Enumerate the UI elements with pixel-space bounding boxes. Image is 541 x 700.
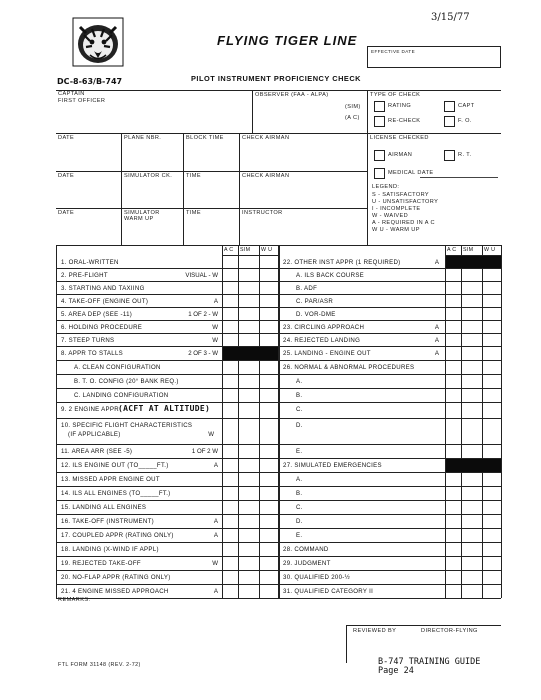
col-header-wu: W U [484, 247, 496, 253]
grade-cell[interactable] [260, 487, 277, 499]
grade-cell[interactable] [446, 473, 460, 485]
grade-cell[interactable] [446, 269, 460, 280]
grade-cell[interactable] [260, 334, 277, 345]
grade-cell[interactable] [483, 557, 500, 569]
grade-cell[interactable] [260, 557, 277, 569]
item-code: 2 OF 3 - W [188, 350, 218, 357]
left-item-label: 6. HOLDING PROCEDURE [61, 324, 143, 331]
grade-cell[interactable] [462, 543, 481, 555]
grade-cell[interactable] [223, 473, 237, 485]
grade-cell[interactable] [223, 571, 237, 583]
grade-cell[interactable] [462, 515, 481, 527]
grade-cell[interactable] [446, 334, 460, 345]
grade-cell[interactable] [260, 375, 277, 387]
grade-cell[interactable] [483, 375, 500, 387]
grade-cell[interactable] [462, 529, 481, 541]
grade-cell[interactable] [223, 295, 237, 306]
airline-title: FLYING TIGER LINE [217, 33, 358, 48]
item-code: A [213, 462, 218, 469]
legend-title: LEGEND: [372, 184, 400, 190]
grade-cell[interactable] [260, 515, 277, 527]
grade-cell[interactable] [446, 321, 460, 332]
grade-cell[interactable] [223, 501, 237, 513]
item-code: VISUAL - W [185, 272, 218, 279]
grade-cell[interactable] [239, 361, 258, 373]
grade-cell[interactable] [462, 445, 481, 457]
date-label-3: DATE [58, 210, 75, 216]
director-flying-label: DIRECTOR-FLYING [421, 628, 478, 634]
item9-handwritten-note: (ACFT AT ALTITUDE) [118, 404, 211, 413]
grade-cell[interactable] [223, 543, 237, 555]
item-code: 1 OF 2 - W [188, 311, 218, 318]
grade-cell[interactable] [223, 269, 237, 280]
right-item-label: D. VOR-DME [296, 311, 336, 318]
grade-cell[interactable] [483, 308, 500, 319]
left-item-label: 5. AREA DEP (SEE -11) [61, 311, 133, 318]
legend-item: S - SATISFACTORY [372, 192, 430, 198]
aircraft-type: DC-8-63/B-747 [57, 77, 123, 86]
item10-line2: (IF APPLICABLE) [68, 431, 121, 438]
right-item-label: C. [296, 504, 303, 511]
check-airman-label-2: CHECK AIRMAN [242, 173, 290, 179]
left-item-label: B. T. O. CONFIG (20° BANK REQ.) [74, 378, 179, 385]
grade-cell[interactable] [462, 571, 481, 583]
grade-cell[interactable] [260, 282, 277, 293]
grade-cell[interactable] [462, 361, 481, 373]
captain-label: CAPTAIN [58, 91, 85, 97]
license-checked-label: LICENSE CHECKED [370, 135, 429, 141]
left-item-label: 20. NO-FLAP APPR (RATING ONLY) [61, 574, 171, 581]
grade-cell[interactable] [223, 282, 237, 293]
grade-cell[interactable] [260, 459, 277, 471]
left-item-label: 1. ORAL-WRITTEN [61, 259, 119, 266]
grade-cell[interactable] [260, 501, 277, 513]
grade-cell[interactable] [223, 375, 237, 387]
grade-cell[interactable] [223, 389, 237, 401]
right-item-label: 29. JUDGMENT [283, 560, 331, 567]
col-header-wu: W U [261, 247, 273, 253]
grade-cell[interactable] [483, 282, 500, 293]
item-code: W [212, 337, 218, 344]
grade-cell[interactable] [446, 295, 460, 306]
col-header-sim: SIM [240, 247, 251, 253]
grade-cell[interactable] [223, 403, 237, 417]
observer-ac-label: (A C) [345, 115, 360, 121]
remarks-field[interactable] [95, 596, 495, 626]
form-title: PILOT INSTRUMENT PROFICIENCY CHECK [191, 74, 362, 83]
grade-cell[interactable] [483, 295, 500, 306]
item-code: A [434, 337, 439, 344]
grade-cell[interactable] [260, 389, 277, 401]
left-item-label: 9. 2 ENGINE APPR [61, 406, 119, 413]
grade-cell[interactable] [223, 557, 237, 569]
grade-cell[interactable] [483, 445, 500, 457]
blocked-cell [446, 459, 501, 472]
grade-cell[interactable] [239, 473, 258, 485]
left-item-label: 21. 4 ENGINE MISSED APPROACH [61, 588, 169, 595]
grade-cell[interactable] [223, 459, 237, 471]
grade-cell[interactable] [446, 557, 460, 569]
right-item-label: E. [296, 532, 303, 539]
grade-cell[interactable] [260, 295, 277, 306]
observer-sim-label: (SIM) [345, 104, 361, 110]
fo-label: F. O. [458, 118, 472, 124]
blocked-cell [223, 347, 278, 360]
item-code: W [212, 324, 218, 331]
item-code: A [434, 259, 439, 266]
grade-cell[interactable] [239, 515, 258, 527]
block-time-label: BLOCK TIME [186, 135, 224, 141]
item-code: A [434, 324, 439, 331]
grade-cell[interactable] [446, 282, 460, 293]
simulator-warmup-label: SIMULATOR [124, 210, 160, 216]
grade-cell[interactable] [483, 419, 500, 443]
grade-cell[interactable] [462, 347, 481, 359]
item-code: W [208, 431, 214, 438]
grade-cell[interactable] [223, 334, 237, 345]
grade-cell[interactable] [239, 403, 258, 417]
grade-cell[interactable] [446, 501, 460, 513]
grade-cell[interactable] [462, 501, 481, 513]
grade-cell[interactable] [446, 543, 460, 555]
grade-cell[interactable] [462, 557, 481, 569]
right-item-label: D. [296, 422, 303, 429]
grade-cell[interactable] [239, 334, 258, 345]
grade-cell[interactable] [260, 256, 277, 267]
grade-cell[interactable] [239, 501, 258, 513]
grade-cell[interactable] [260, 571, 277, 583]
first-officer-label: FIRST OFFICER [58, 98, 106, 104]
grade-cell[interactable] [239, 543, 258, 555]
grade-cell[interactable] [260, 543, 277, 555]
item-code: A [434, 350, 439, 357]
grade-cell[interactable] [483, 361, 500, 373]
training-guide-label: B-747 TRAINING GUIDE [378, 657, 481, 667]
grade-cell[interactable] [223, 529, 237, 541]
grade-cell[interactable] [239, 321, 258, 332]
date-label-1: DATE [58, 135, 75, 141]
instructor-label: INSTRUCTOR [242, 210, 283, 216]
left-item-label: 4. TAKE-OFF (ENGINE OUT) [61, 298, 149, 305]
right-item-label: A. ILS BACK COURSE [296, 272, 365, 279]
grade-cell[interactable] [462, 269, 481, 280]
grade-cell[interactable] [462, 403, 481, 417]
grade-cell[interactable] [260, 445, 277, 457]
right-item-label: 23. CIRCLING APPROACH [283, 324, 365, 331]
left-item-label: A. CLEAN CONFIGURATION [74, 364, 161, 371]
grade-cell[interactable] [462, 473, 481, 485]
grade-cell[interactable] [223, 487, 237, 499]
form-number: FTL FORM 31148 (REV. 2-72) [58, 662, 141, 668]
grade-cell[interactable] [483, 321, 500, 332]
grade-cell[interactable] [483, 269, 500, 280]
right-item-label: 22. OTHER INST APPR (1 REQUIRED) [283, 259, 401, 266]
blocked-cell [446, 256, 501, 268]
grade-cell[interactable] [446, 571, 460, 583]
time-label-1: TIME [186, 173, 201, 179]
grade-cell[interactable] [446, 487, 460, 499]
grade-cell[interactable] [260, 321, 277, 332]
reviewed-by-label: REVIEWED BY [353, 628, 397, 634]
grade-cell[interactable] [483, 334, 500, 345]
grade-cell[interactable] [446, 308, 460, 319]
medical-date-label: MEDICAL DATE [388, 170, 434, 176]
grade-cell[interactable] [239, 571, 258, 583]
legend-item: I - INCOMPLETE [372, 206, 421, 212]
right-item-label: B. ADF [296, 285, 318, 292]
grade-cell[interactable] [446, 389, 460, 401]
left-item-label: 19. REJECTED TAKE-OFF [61, 560, 141, 567]
type-of-check-label: TYPE OF CHECK [370, 92, 421, 98]
grade-cell[interactable] [239, 557, 258, 569]
recheck-label: RE-CHECK [388, 118, 421, 124]
check-airman-label-1: CHECK AIRMAN [242, 135, 290, 141]
grade-cell[interactable] [239, 419, 258, 443]
grade-cell[interactable] [483, 473, 500, 485]
grade-cell[interactable] [483, 501, 500, 513]
grade-cell[interactable] [260, 308, 277, 319]
grade-cell[interactable] [483, 571, 500, 583]
grade-cell[interactable] [260, 403, 277, 417]
grade-cell[interactable] [446, 445, 460, 457]
grade-cell[interactable] [462, 419, 481, 443]
left-item-label: 13. MISSED APPR ENGINE OUT [61, 476, 160, 483]
rating-label: RATING [388, 103, 412, 109]
grade-cell[interactable] [462, 389, 481, 401]
grade-cell[interactable] [239, 445, 258, 457]
grade-cell[interactable] [483, 487, 500, 499]
simulator-ck-label: SIMULATOR CK. [124, 173, 173, 179]
grade-cell[interactable] [239, 459, 258, 471]
legend-item: A - REQUIRED IN A C [372, 220, 435, 226]
grade-cell[interactable] [446, 361, 460, 373]
grade-cell[interactable] [239, 487, 258, 499]
item-code: A [213, 518, 218, 525]
left-item-label: 15. LANDING ALL ENGINES [61, 504, 147, 511]
col-header-sim: SIM [463, 247, 474, 253]
right-item-label: A. [296, 378, 303, 385]
effective-date-label: EFFECTIVE DATE [371, 49, 416, 54]
item-code: 1 OF 2 W [191, 448, 218, 455]
grade-cell[interactable] [239, 529, 258, 541]
left-item-label: C. LANDING CONFIGURATION [74, 392, 169, 399]
airman-label: AIRMAN [388, 152, 413, 158]
grade-cell[interactable] [446, 529, 460, 541]
grade-cell[interactable] [483, 529, 500, 541]
right-item-label: 31. QUALIFIED CATEGORY II [283, 588, 374, 595]
handwritten-date: 3/15/77 [431, 12, 470, 23]
grade-cell[interactable] [446, 347, 460, 359]
item-code: A [213, 298, 218, 305]
left-item-label: 7. STEEP TURNS [61, 337, 115, 344]
col-header-ac: A C [447, 247, 457, 253]
grade-cell[interactable] [462, 334, 481, 345]
grade-cell[interactable] [462, 295, 481, 306]
capt-label: CAPT [458, 103, 475, 109]
grade-cell[interactable] [483, 389, 500, 401]
right-item-label: 24. REJECTED LANDING [283, 337, 361, 344]
grade-cell[interactable] [446, 419, 460, 443]
item-code: A [213, 588, 218, 595]
grade-cell[interactable] [223, 445, 237, 457]
grade-cell[interactable] [260, 529, 277, 541]
left-item-label: 8. APPR TO STALLS [61, 350, 124, 357]
grade-cell[interactable] [483, 543, 500, 555]
right-item-label: 26. NORMAL & ABNORMAL PROCEDURES [283, 364, 415, 371]
right-item-label: 27. SIMULATED EMERGENCIES [283, 462, 382, 469]
left-item-label: 18. LANDING (X-WIND IF APPL) [61, 546, 159, 553]
left-item-label: 3. STARTING AND TAXIING [61, 285, 145, 292]
grade-cell[interactable] [239, 308, 258, 319]
grade-cell[interactable] [462, 282, 481, 293]
grade-cell[interactable] [260, 361, 277, 373]
grade-cell[interactable] [239, 282, 258, 293]
right-item-label: 30. QUALIFIED 200-½ [283, 574, 351, 581]
grade-cell[interactable] [223, 515, 237, 527]
right-item-label: E. [296, 448, 303, 455]
grade-cell[interactable] [223, 256, 237, 267]
time-label-2: TIME [186, 210, 201, 216]
left-item-label: 10. SPECIFIC FLIGHT CHARACTERISTICS [61, 422, 193, 429]
right-item-label: A. [296, 476, 303, 483]
grade-cell[interactable] [223, 308, 237, 319]
grade-cell[interactable] [239, 269, 258, 280]
grade-cell[interactable] [446, 403, 460, 417]
col-header-ac: A C [224, 247, 234, 253]
right-item-label: C. [296, 406, 303, 413]
right-item-label: D. [296, 518, 303, 525]
grade-cell[interactable] [462, 308, 481, 319]
grade-cell[interactable] [462, 321, 481, 332]
grade-cell[interactable] [483, 515, 500, 527]
grade-cell[interactable] [260, 269, 277, 280]
item-code: W [212, 560, 218, 567]
grade-cell[interactable] [260, 473, 277, 485]
legend-item: W - WAIVED [372, 213, 409, 219]
item-code: A [213, 532, 218, 539]
right-item-label: C. PAR/ASR [296, 298, 334, 305]
page-number: Page 24 [378, 666, 414, 676]
left-item-label: 11. AREA ARR (SEE -5) [61, 448, 133, 455]
rt-label: R. T. [458, 152, 472, 158]
date-label-2: DATE [58, 173, 75, 179]
grade-cell[interactable] [446, 515, 460, 527]
right-item-label: 25. LANDING - ENGINE OUT [283, 350, 371, 357]
remarks-label: REMARKS: [58, 597, 91, 603]
grade-cell[interactable] [483, 347, 500, 359]
grade-cell[interactable] [223, 361, 237, 373]
grade-cell[interactable] [239, 375, 258, 387]
right-item-label: 28. COMMAND [283, 546, 329, 553]
right-item-label: B. [296, 392, 303, 399]
grade-cell[interactable] [239, 389, 258, 401]
grade-cell[interactable] [260, 419, 277, 443]
left-item-label: 12. ILS ENGINE OUT (TO_____FT.) [61, 462, 169, 469]
left-item-label: 2. PRE-FLIGHT [61, 272, 108, 279]
grade-cell[interactable] [239, 256, 258, 267]
grade-cell[interactable] [462, 487, 481, 499]
grade-cell[interactable] [223, 321, 237, 332]
warmup-label: WARM UP [124, 216, 154, 222]
grade-cell[interactable] [483, 403, 500, 417]
left-item-label: 16. TAKE-OFF (INSTRUMENT) [61, 518, 154, 525]
grade-cell[interactable] [223, 419, 237, 443]
legend-item: U - UNSATISFACTORY [372, 199, 439, 205]
grade-cell[interactable] [462, 375, 481, 387]
left-item-label: 17. COUPLED APPR (RATING ONLY) [61, 532, 174, 539]
legend-item: W U - WARM UP [372, 227, 420, 233]
plane-nbr-label: PLANE NBR. [124, 135, 162, 141]
right-item-label: B. [296, 490, 303, 497]
observer-label: OBSERVER (FAA - ALPA) [255, 92, 329, 98]
grade-cell[interactable] [446, 375, 460, 387]
left-item-label: 14. ILS ALL ENGINES (TO_____FT.) [61, 490, 171, 497]
grade-cell[interactable] [239, 295, 258, 306]
